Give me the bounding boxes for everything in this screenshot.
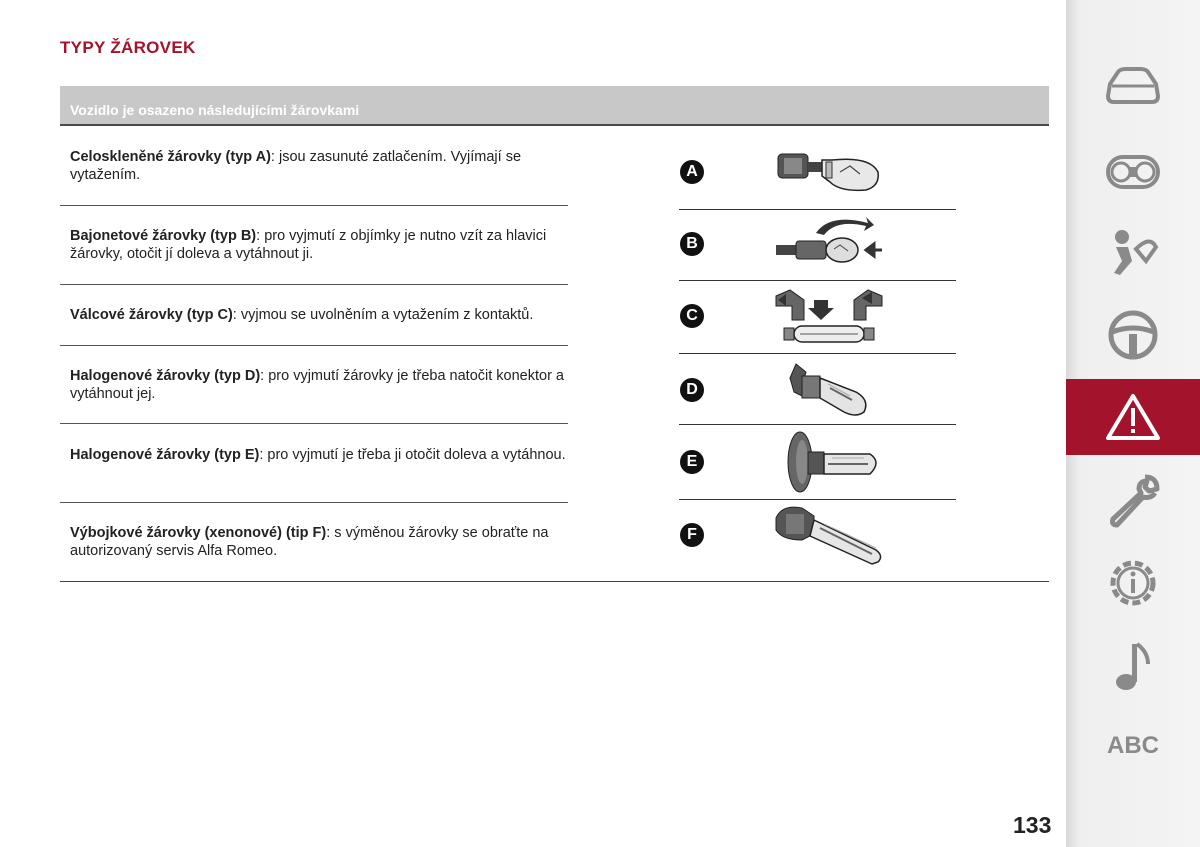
dashboard-icon[interactable] — [1066, 134, 1200, 210]
row-title: Bajonetové žárovky (typ B) — [70, 228, 257, 244]
music-note-icon[interactable] — [1066, 628, 1200, 704]
bulb-type-b-image — [770, 211, 890, 273]
warning-triangle-icon[interactable] — [1066, 379, 1200, 455]
bulb-letter-e: E — [680, 450, 704, 474]
table-header — [60, 86, 1049, 126]
row-description: : s výměnou žárovky se obraťte na autorizovaný servis Alfa Romeo. — [70, 525, 549, 559]
row-title: Výbojkové žárovky (xenonové) (tip F) — [70, 525, 327, 541]
page-title: TYPY ŽÁROVEK — [60, 38, 196, 57]
row-description: : pro vyjmutí z objímky je nutno vzít za hlavici žárovky, otočit jí doleva a vytáhnout ji. — [70, 228, 547, 262]
steering-wheel-icon[interactable] — [1066, 297, 1200, 373]
bulb-type-f-image — [772, 500, 888, 568]
table-bottom-rule — [60, 581, 1049, 582]
row-divider — [60, 423, 568, 424]
airbag-icon[interactable] — [1066, 214, 1200, 290]
row-divider — [60, 502, 568, 503]
bulb-type-d-image — [780, 358, 876, 420]
wrench-icon[interactable] — [1066, 463, 1200, 539]
row-title: Celoskleněné žárovky (typ A) — [70, 149, 271, 165]
bulb-letter-a: A — [680, 160, 704, 184]
image-divider — [679, 424, 956, 425]
row-description: : pro vyjmutí je třeba ji otočit doleva a vytáhnou. — [259, 447, 566, 463]
row-text-d — [70, 367, 570, 403]
info-gear-icon[interactable] — [1066, 545, 1200, 621]
table-header-label: Vozidlo je osazeno následujícími žárovkami — [70, 102, 360, 118]
bulb-letter-c: C — [680, 304, 704, 328]
row-description: : vyjmou se uvolněním a vytažením z kontaktů. — [232, 307, 534, 323]
row-text-a — [70, 148, 570, 184]
bulb-type-c-image — [770, 286, 890, 350]
image-divider — [679, 353, 956, 354]
row-text-f — [70, 524, 570, 560]
row-title: Válcové žárovky (typ C) — [70, 307, 233, 323]
image-divider — [679, 280, 956, 281]
row-text-c — [70, 306, 570, 324]
row-divider — [60, 284, 568, 285]
abc-index-button[interactable] — [1066, 708, 1200, 784]
abc-label: ABC — [1107, 732, 1159, 759]
row-divider — [60, 205, 568, 206]
row-title: Halogenové žárovky (typ D) — [70, 368, 261, 384]
row-description: : pro vyjmutí žárovky je třeba natočit konektor a vytáhnout jej. — [70, 368, 564, 402]
page-number: 133 — [1013, 812, 1052, 838]
row-text-b — [70, 227, 570, 263]
row-description: : jsou zasunuté zatlačením. Vyjímají se vytažením. — [70, 149, 522, 183]
row-divider — [60, 345, 568, 346]
car-icon[interactable] — [1066, 48, 1200, 124]
bulb-letter-f: F — [680, 523, 704, 547]
bulb-type-a-image — [770, 142, 890, 202]
bulb-letter-d: D — [680, 378, 704, 402]
bulb-letter-b: B — [680, 232, 704, 256]
row-text-e — [70, 446, 570, 464]
bulb-type-e-image — [784, 428, 884, 496]
row-title: Halogenové žárovky (typ E) — [70, 447, 260, 463]
image-divider — [679, 209, 956, 210]
